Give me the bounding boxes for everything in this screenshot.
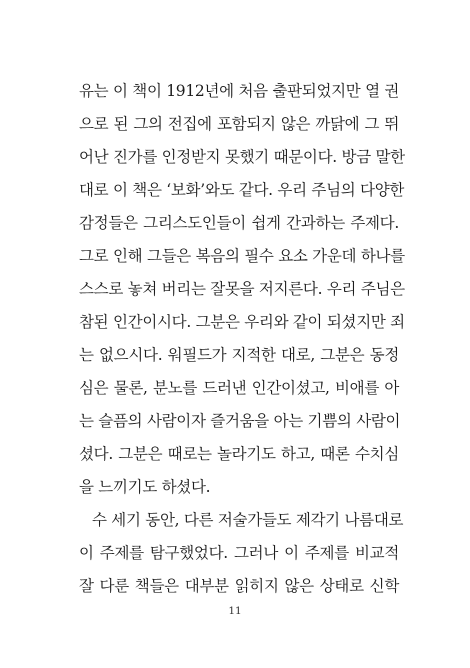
text-line: 수 세기 동안, 다른 저술가들도 제각기 나름대로 <box>92 511 404 529</box>
text-line: 유는 이 책이 1912년에 처음 출판되었지만 열 권 <box>79 82 400 100</box>
text-line: 을 느끼기도 하셨다. <box>79 478 211 496</box>
text-line: 심은 물론, 분노를 드러낸 인간이셨고, 비애를 아 <box>79 379 399 397</box>
text-line: 잘 다룬 책들은 대부분 읽히지 않은 상태로 신학 <box>79 577 399 595</box>
text-line: 그로 인해 그들은 복음의 필수 요소 가운데 하나를 <box>79 247 405 265</box>
text-line: 대로 이 책은 ‘보화’와도 같다. 우리 주님의 다양한 <box>79 181 405 199</box>
text-line: 이 주제를 탐구했었다. 그러나 이 주제를 비교적 <box>79 544 399 562</box>
text-line: 셨다. 그분은 때로는 놀라기도 하고, 때론 수치심 <box>79 445 399 463</box>
text-line: 감정들은 그리스도인들이 쉽게 간과하는 주제다. <box>79 214 399 232</box>
text-line: 참된 인간이시다. 그분은 우리와 같이 되셨지만 죄 <box>79 313 405 331</box>
text-line: 으로 된 그의 전집에 포함되지 않은 까닭에 그 뛰 <box>79 115 399 133</box>
text-line: 는 슬픔의 사람이자 즐거움을 아는 기쁨의 사람이 <box>79 412 401 430</box>
text-line: 스스로 놓쳐 버리는 잘못을 저지른다. 우리 주님은 <box>79 280 405 298</box>
page-number: 11 <box>228 605 242 617</box>
text-line: 는 없으시다. 워필드가 지적한 대로, 그분은 동정 <box>79 346 399 364</box>
text-line: 어난 진가를 인정받지 못했기 때문이다. 방금 말한 <box>79 148 405 166</box>
body-text <box>79 75 405 603</box>
